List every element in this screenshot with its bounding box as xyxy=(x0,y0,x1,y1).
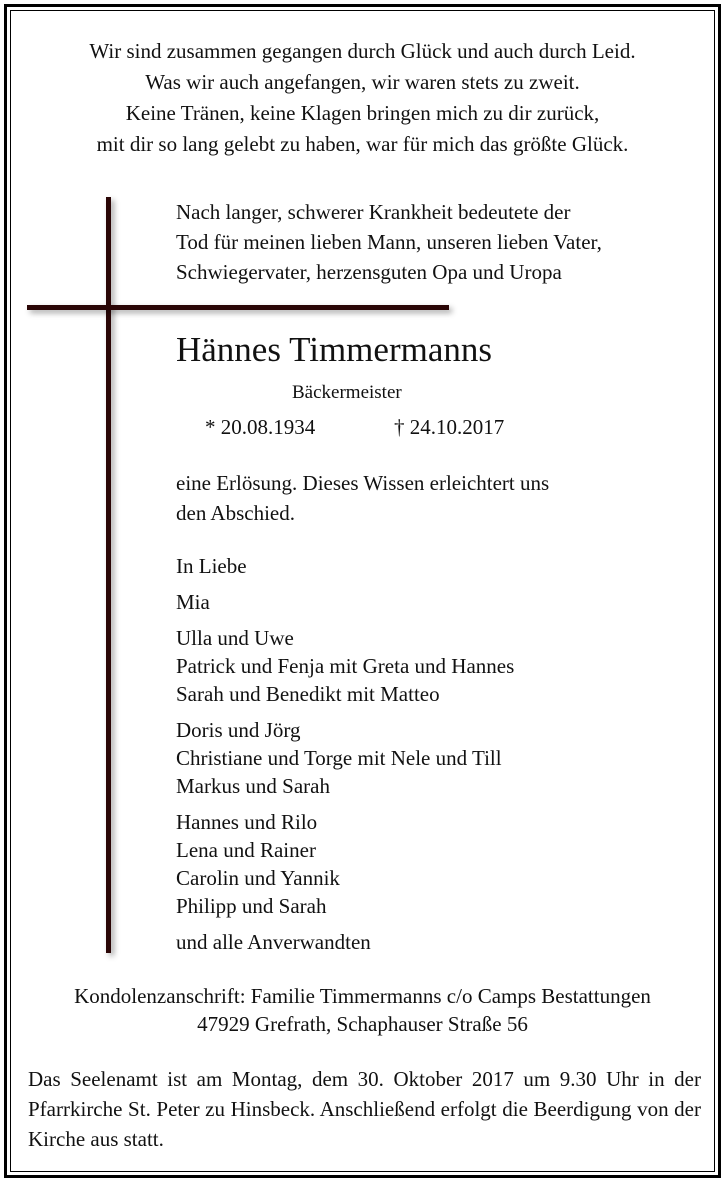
poem xyxy=(20,36,705,160)
poem-line: Keine Tränen, keine Klagen bringen mich zu dir zurück, xyxy=(125,101,600,125)
intro-text xyxy=(176,197,602,287)
family-line: Doris und Jörg xyxy=(176,718,301,742)
family-line: Hannes und Rilo xyxy=(176,810,318,834)
family-line: Christiane und Torge mit Nele und Till xyxy=(176,746,502,770)
deceased-name: Hännes Timmermanns xyxy=(176,330,492,369)
death-date: † 24.10.2017 xyxy=(394,415,505,439)
intro-line: Schwiegervater, herzensguten Opa und Uropa xyxy=(176,260,562,284)
family-line: Ulla und Uwe xyxy=(176,626,294,650)
address-line: Kondolenzanschrift: Familie Timmermanns c/o Camps Bestattungen xyxy=(74,984,651,1008)
family-line: und alle Anverwandten xyxy=(176,930,371,954)
family-group xyxy=(176,716,514,800)
family-group xyxy=(176,552,514,580)
intro-line: Nach langer, schwerer Krankheit bedeutete der xyxy=(176,200,571,224)
condolence-address xyxy=(20,982,705,1038)
family-group xyxy=(176,624,514,708)
continuation-line: eine Erlösung. Dieses Wissen erleichtert uns xyxy=(176,471,550,495)
family-list xyxy=(176,552,514,956)
family-line: Carolin und Yannik xyxy=(176,866,340,890)
poem-line: Wir sind zusammen gegangen durch Glück und auch durch Leid. xyxy=(89,39,636,63)
continuation-text xyxy=(176,468,549,528)
service-notice: Das Seelenamt ist am Montag, dem 30. Oktober 2017 um 9.30 Uhr in der Pfarrkirche St. Peter zu Hinsbeck. Anschließend erfolgt die Beerdigung von der Kirche aus statt. xyxy=(28,1067,701,1151)
cross-horizontal-beam xyxy=(27,305,449,310)
family-group xyxy=(176,928,514,956)
family-line: Mia xyxy=(176,590,210,614)
family-line: Lena und Rainer xyxy=(176,838,316,862)
continuation-line: den Abschied. xyxy=(176,501,295,525)
family-line: Patrick und Fenja mit Greta und Hannes xyxy=(176,654,515,678)
poem-line: mit dir so lang gelebt zu haben, war für mich das größte Glück. xyxy=(96,132,629,156)
birth-date: * 20.08.1934 xyxy=(205,415,316,439)
family-group xyxy=(176,808,514,920)
family-line: In Liebe xyxy=(176,554,247,578)
family-line: Sarah und Benedikt mit Matteo xyxy=(176,682,440,706)
cross-vertical-beam xyxy=(106,197,111,953)
family-group xyxy=(176,588,514,616)
deceased-profession: Bäckermeister xyxy=(292,382,402,403)
family-line: Philipp und Sarah xyxy=(176,894,327,918)
intro-line: Tod für meinen lieben Mann, unseren lieben Vater, xyxy=(176,230,602,254)
address-line: 47929 Grefrath, Schaphauser Straße 56 xyxy=(197,1012,528,1036)
family-line: Markus und Sarah xyxy=(176,774,330,798)
life-dates xyxy=(205,412,505,442)
poem-line: Was wir auch angefangen, wir waren stets zu zweit. xyxy=(145,70,580,94)
